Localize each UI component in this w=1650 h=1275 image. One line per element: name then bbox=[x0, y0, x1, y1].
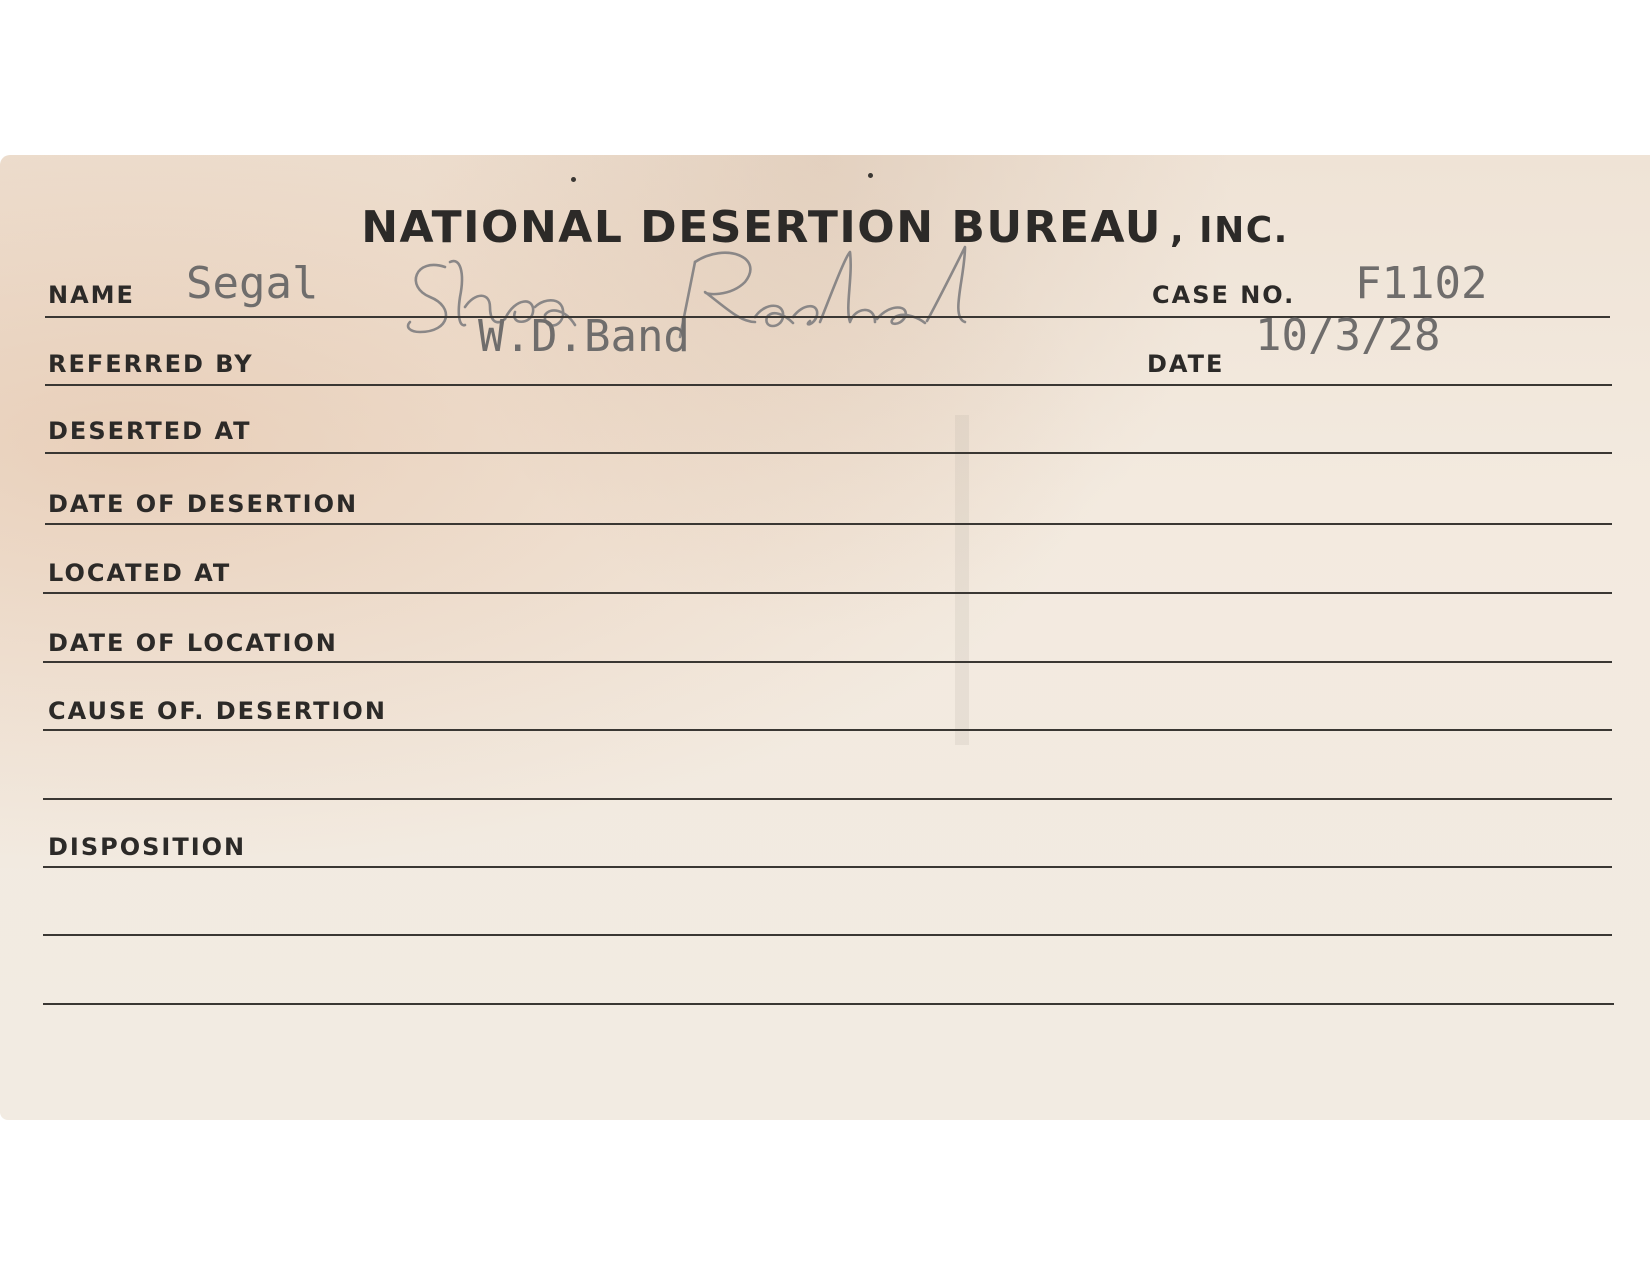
date-value: 10/3/28 bbox=[1255, 310, 1441, 361]
ink-speck bbox=[571, 177, 576, 182]
referred-by-value: W.D.Band bbox=[478, 311, 690, 362]
card-title-suffix: , INC. bbox=[1169, 210, 1289, 251]
card-title-main: NATIONAL DESERTION BUREAU bbox=[361, 202, 1162, 253]
cause-of-desertion-label: CAUSE OF. DESERTION bbox=[48, 697, 387, 725]
paper-crease bbox=[955, 415, 969, 745]
disposition-rule bbox=[43, 866, 1612, 868]
date-of-desertion-label: DATE OF DESERTION bbox=[48, 490, 359, 518]
date-of-desertion-rule bbox=[45, 523, 1612, 525]
date-of-location-label: DATE OF LOCATION bbox=[48, 629, 338, 657]
date-of-location-rule bbox=[43, 661, 1612, 663]
deserted-at-rule bbox=[45, 452, 1612, 454]
cause-of-desertion-extra-rule bbox=[43, 798, 1612, 800]
cause-of-desertion-rule bbox=[43, 729, 1612, 731]
ink-speck bbox=[868, 173, 873, 178]
disposition-extra-rule-1 bbox=[43, 934, 1612, 936]
disposition-label: DISPOSITION bbox=[48, 833, 247, 861]
name-typed-value: Segal bbox=[186, 258, 319, 309]
referred-by-rule bbox=[45, 384, 1612, 386]
referred-by-label: REFERRED BY bbox=[48, 350, 254, 378]
case-no-label: CASE NO. bbox=[1152, 281, 1296, 309]
index-card bbox=[0, 155, 1650, 1120]
date-label: DATE bbox=[1147, 350, 1225, 378]
case-no-value: F1102 bbox=[1355, 258, 1488, 309]
name-label: NAME bbox=[48, 281, 135, 309]
located-at-label: LOCATED AT bbox=[48, 559, 232, 587]
disposition-extra-rule-2 bbox=[43, 1003, 1614, 1005]
located-at-rule bbox=[43, 592, 1612, 594]
deserted-at-label: DESERTED AT bbox=[48, 417, 252, 445]
